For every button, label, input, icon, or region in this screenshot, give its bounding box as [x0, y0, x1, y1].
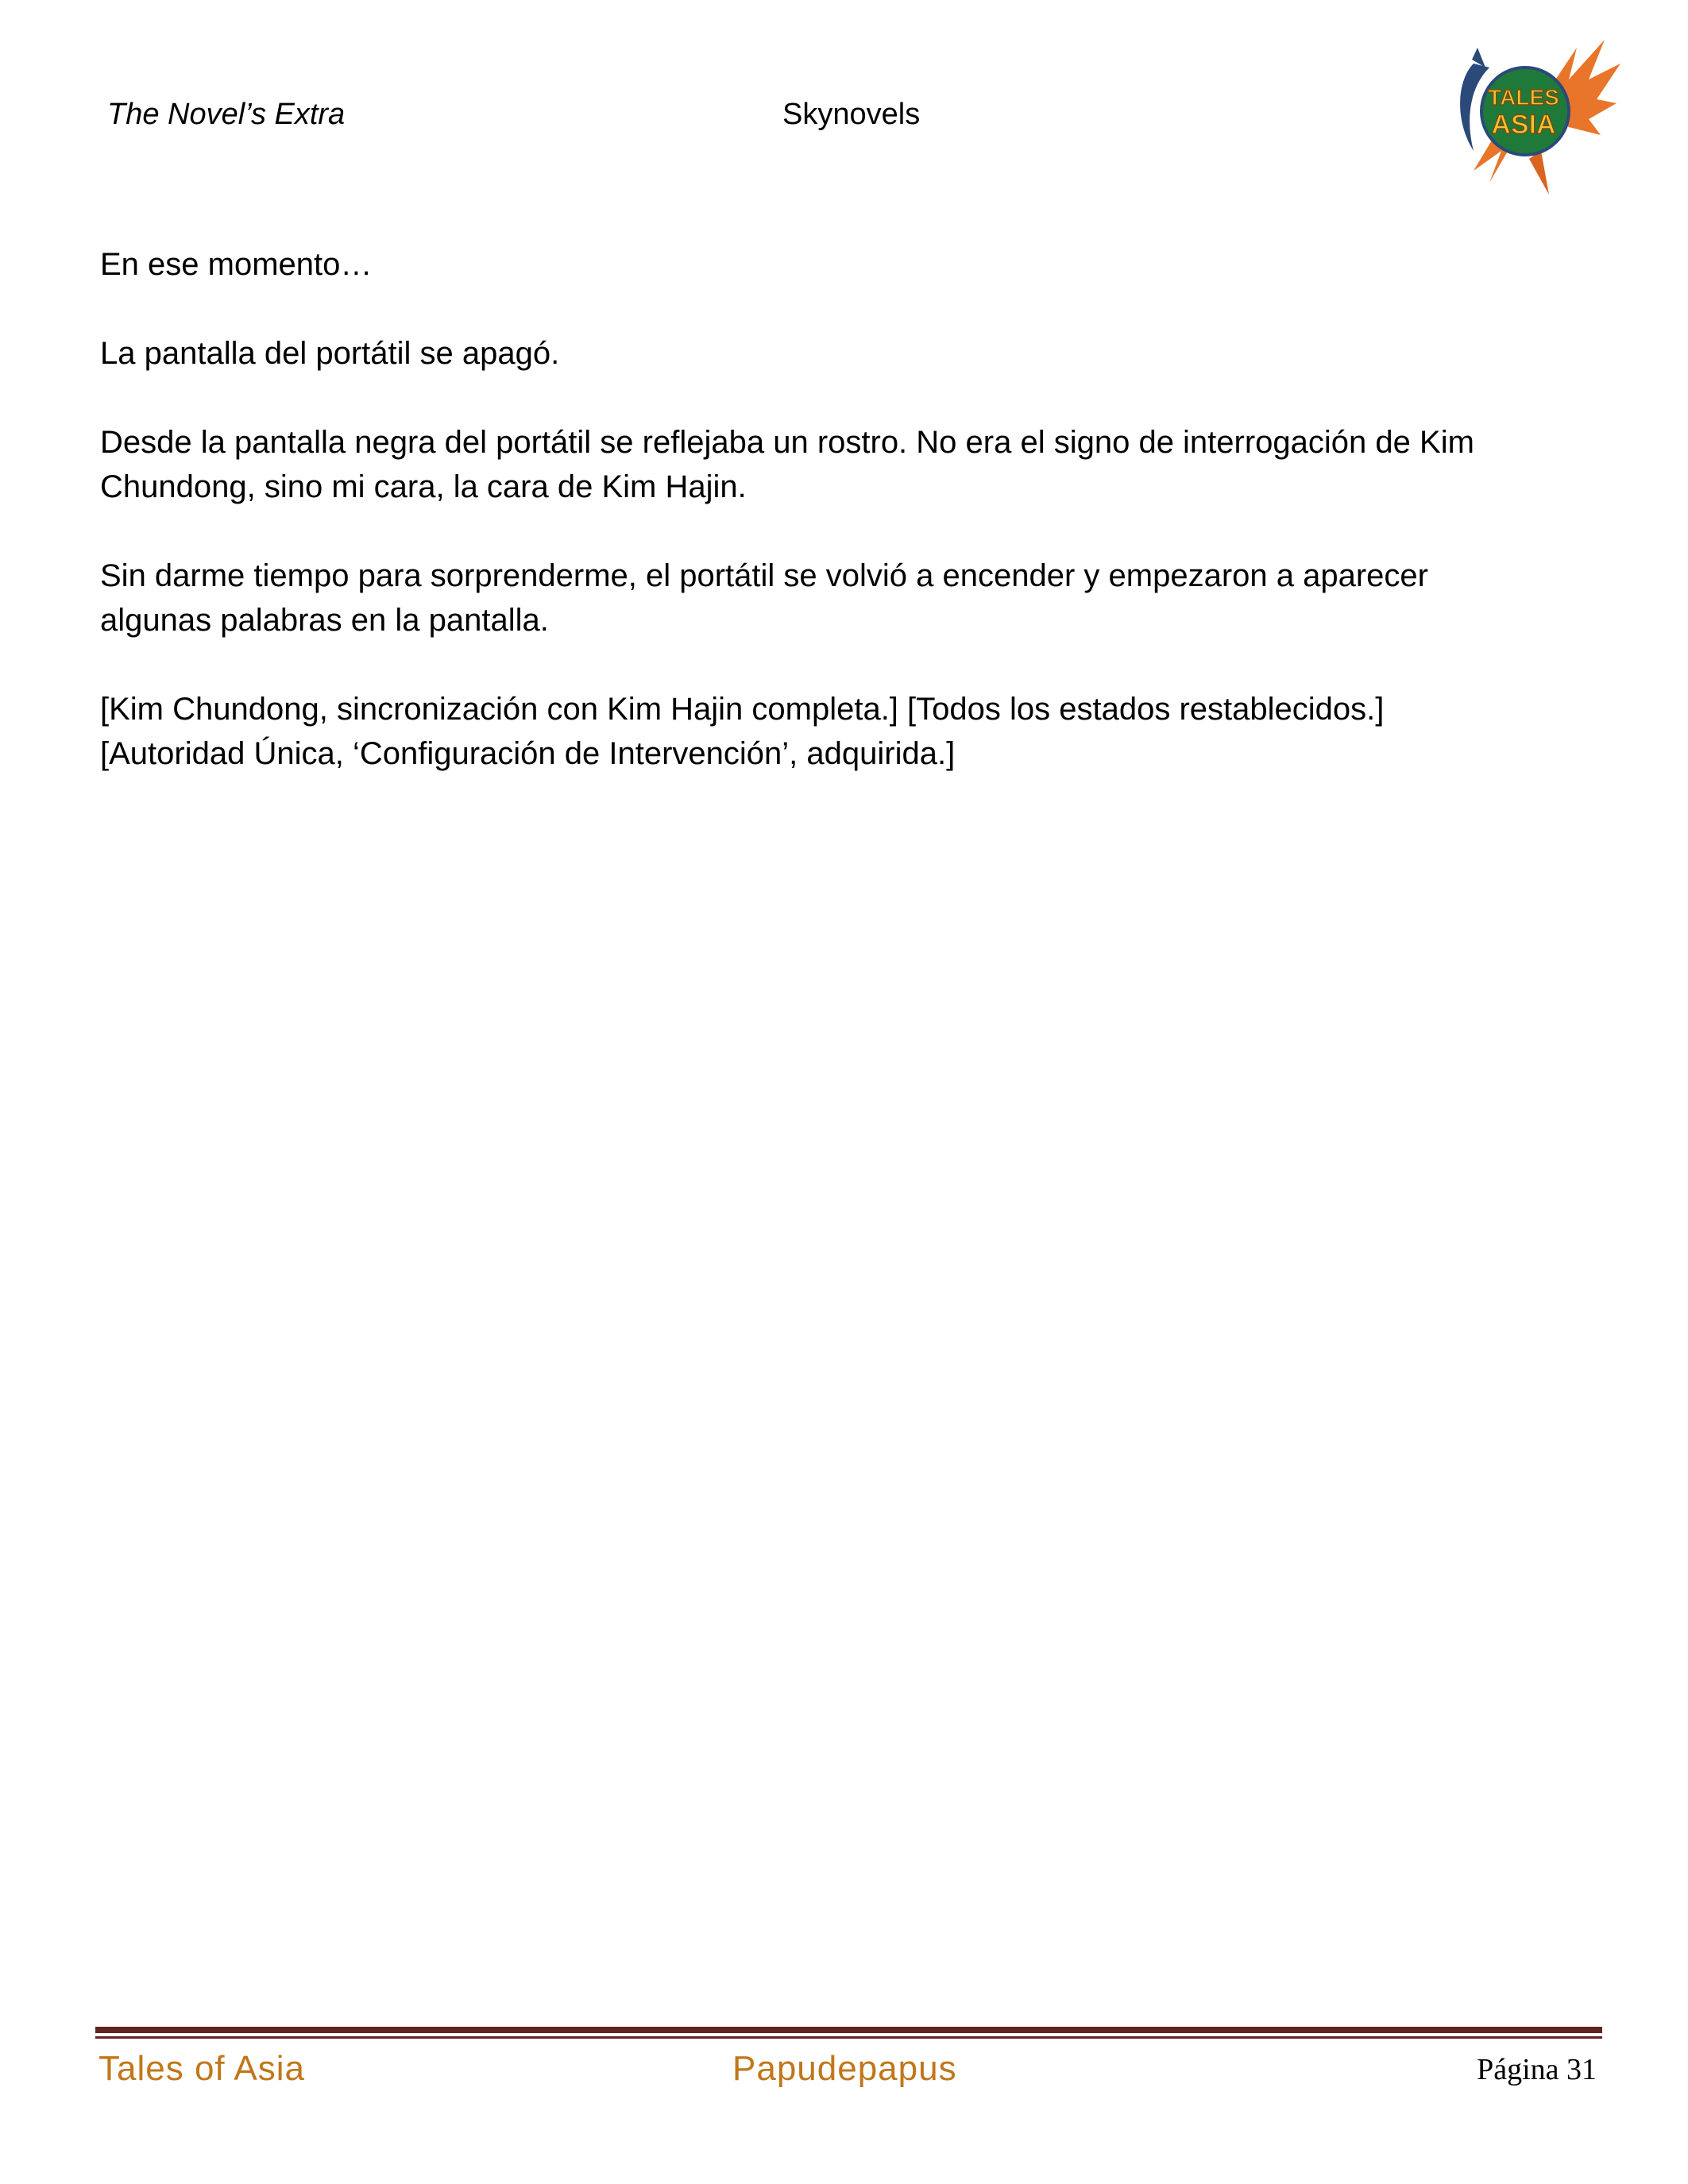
footer-divider [95, 2027, 1602, 2033]
text-line: Sin darme tiempo para sorprenderme, el portátil se volvió a encender y empezaron a aparecer [100, 558, 1428, 593]
text-line: La pantalla del portátil se apagó. [100, 336, 560, 371]
logo-text-top: TALES [1488, 85, 1559, 110]
header-book-title: The Novel’s Extra [107, 98, 346, 131]
page-number: Página 31 [1477, 2053, 1597, 2086]
header-site-name: Skynovels [782, 98, 921, 131]
footer-site-name: Tales of Asia [98, 2049, 306, 2088]
paragraph [100, 242, 1578, 287]
text-line: algunas palabras en la pantalla. [100, 603, 549, 638]
text-line: En ese momento… [100, 247, 373, 282]
paragraph [100, 554, 1578, 642]
footer-divider-thin [95, 2036, 1602, 2039]
text-line: [Kim Chundong, sincronización con Kim Hajin completa.] [Todos los estados restablecidos.] [100, 692, 1385, 727]
text-line: [Autoridad Única, ‘Configuración de Intervención’, adquirida.] [100, 736, 956, 771]
paragraph [100, 331, 1578, 376]
body-text [100, 242, 1578, 820]
paragraph [100, 687, 1578, 776]
text-line: Chundong, sino mi cara, la cara de Kim Hajin. [100, 469, 747, 504]
text-line: Desde la pantalla negra del portátil se reflejaba un rostro. No era el signo de interrogación de Kim [100, 425, 1474, 460]
paragraph [100, 420, 1578, 509]
tales-of-asia-logo-icon [1442, 32, 1624, 199]
footer-translator: Papudepapus [732, 2049, 957, 2088]
logo-text-bottom: ASIA [1491, 110, 1556, 140]
